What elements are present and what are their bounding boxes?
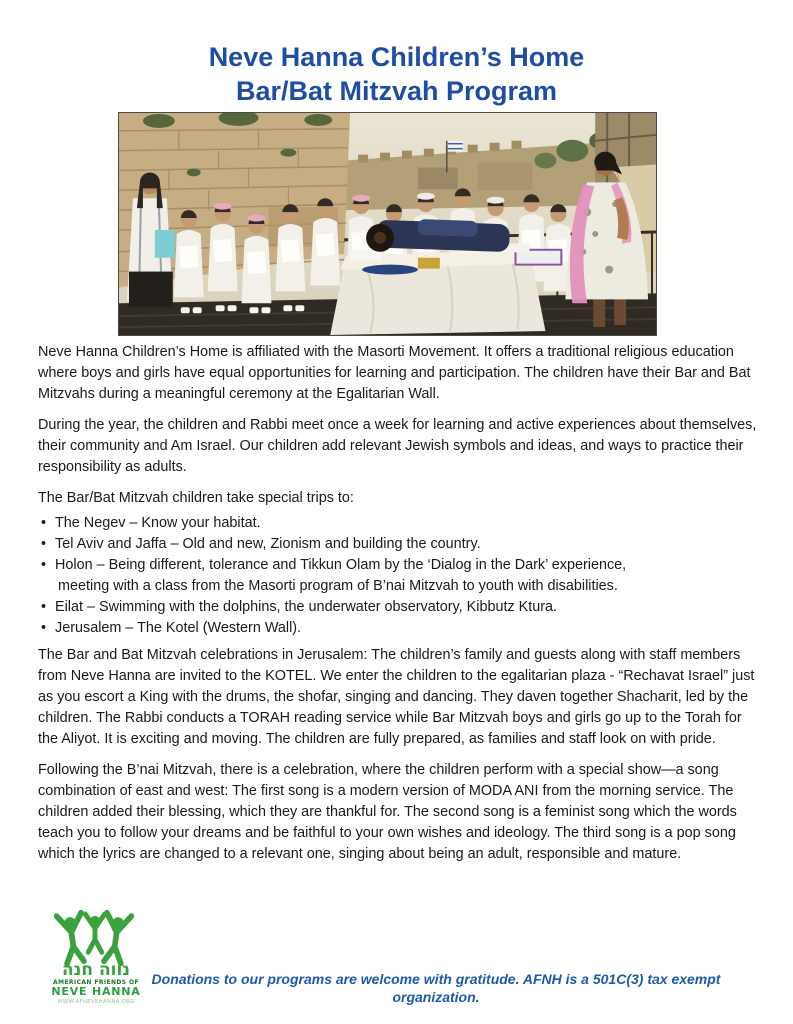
- logo-american-friends-text: AMERICAN FRIENDS OF: [53, 979, 139, 986]
- page-title: [0, 0, 793, 108]
- logo-hebrew-text: נווה חנה: [61, 960, 131, 980]
- trip-item-eilat: [38, 597, 757, 618]
- footer-note: Donations to our programs are welcome with gratitude. AFNH is a 501C(3) tax exempt organization.: [151, 971, 721, 1005]
- trip-text: Eilat – Swimming with the dolphins, the underwater observatory, Kibbutz Ktura.: [55, 599, 558, 615]
- trip-text: The Negev – Know your habitat.: [55, 515, 261, 531]
- paragraph-show: Following the B’nai Mitzvah, there is a celebration, where the children perform with a special show—a song combination of east and west: The first song is a modern version of MODA ANI from the morning service. The children added their blessing, which they are thankful for. The second song is a feminist song which the words teach you to follow your dreams and be faithful to your own wishes and ideology. The third song is a pop song which the lyrics are changed to a relevant one, singing about being an adult, responsible and mature.: [38, 762, 737, 862]
- document-body: [0, 342, 793, 865]
- logo-neve-hanna-text: NEVE HANNA: [51, 985, 141, 998]
- trip-text-continued: meeting with a class from the Masorti program of B’nai Mitzvah to youth with disabilities.: [58, 578, 618, 594]
- paragraph-celebrations: The Bar and Bat Mitzvah celebrations in Jerusalem: The children’s family and guests along with staff members from Neve Hanna are invited to the KOTEL. We enter the children to the egalitarian plaza - “Rechavat Israel” just as you escort a King with the drums, the shofar, singing and dancing. They daven together Shacharit, led by the children. The Rabbi conducts a TORAH reading service while Bar Mitzvah boys and girls go up to the Torah for the Aliyot. It is exciting and moving. The children are fully prepared, as families and staff look on with pride.: [38, 647, 755, 747]
- page-title-line-2: Bar/Bat Mitzvah Program: [235, 76, 558, 106]
- paragraph-affiliation: Neve Hanna Children’s Home is affiliated with the Masorti Movement. It offers a traditional religious education where boys and girls have equal opportunities for learning and participation. The children have their Bar and Bat Mitzvahs during a meaningful ceremony at the Egalitarian Wall.: [38, 344, 751, 402]
- ceremony-photo-illustration: [119, 113, 656, 335]
- trip-item-holon: [38, 555, 757, 597]
- trips-list: [38, 513, 757, 639]
- trips-intro: The Bar/Bat Mitzvah children take special trips to:: [38, 490, 354, 506]
- afnh-logo: [50, 903, 142, 1012]
- trip-text: Tel Aviv and Jaffa – Old and new, Zionism and building the country.: [55, 536, 481, 552]
- ceremony-photo: [118, 112, 657, 336]
- trip-item-jerusalem: [38, 618, 757, 639]
- logo-website-text: WWW.AFNEVEHANNA.ORG: [57, 999, 135, 1005]
- logo-figures-icon: [57, 913, 132, 964]
- afnh-logo-graphic: [50, 903, 142, 1007]
- trip-text: Jerusalem – The Kotel (Western Wall).: [55, 620, 302, 636]
- trip-item-negev: [38, 513, 757, 534]
- paragraph-weekly-meetings: During the year, the children and Rabbi meet once a week for learning and active experiences about themselves, their community and Am Israel. Our children add relevant Jewish symbols and ideas, and ways to practice their responsibility as adults.: [38, 417, 757, 475]
- trip-text: Holon – Being different, tolerance and Tikkun Olam by the ‘Dialog in the Dark’ experience,: [55, 557, 627, 573]
- trip-item-tel-aviv: [38, 534, 757, 555]
- page-title-line-1: Neve Hanna Children’s Home: [208, 42, 585, 72]
